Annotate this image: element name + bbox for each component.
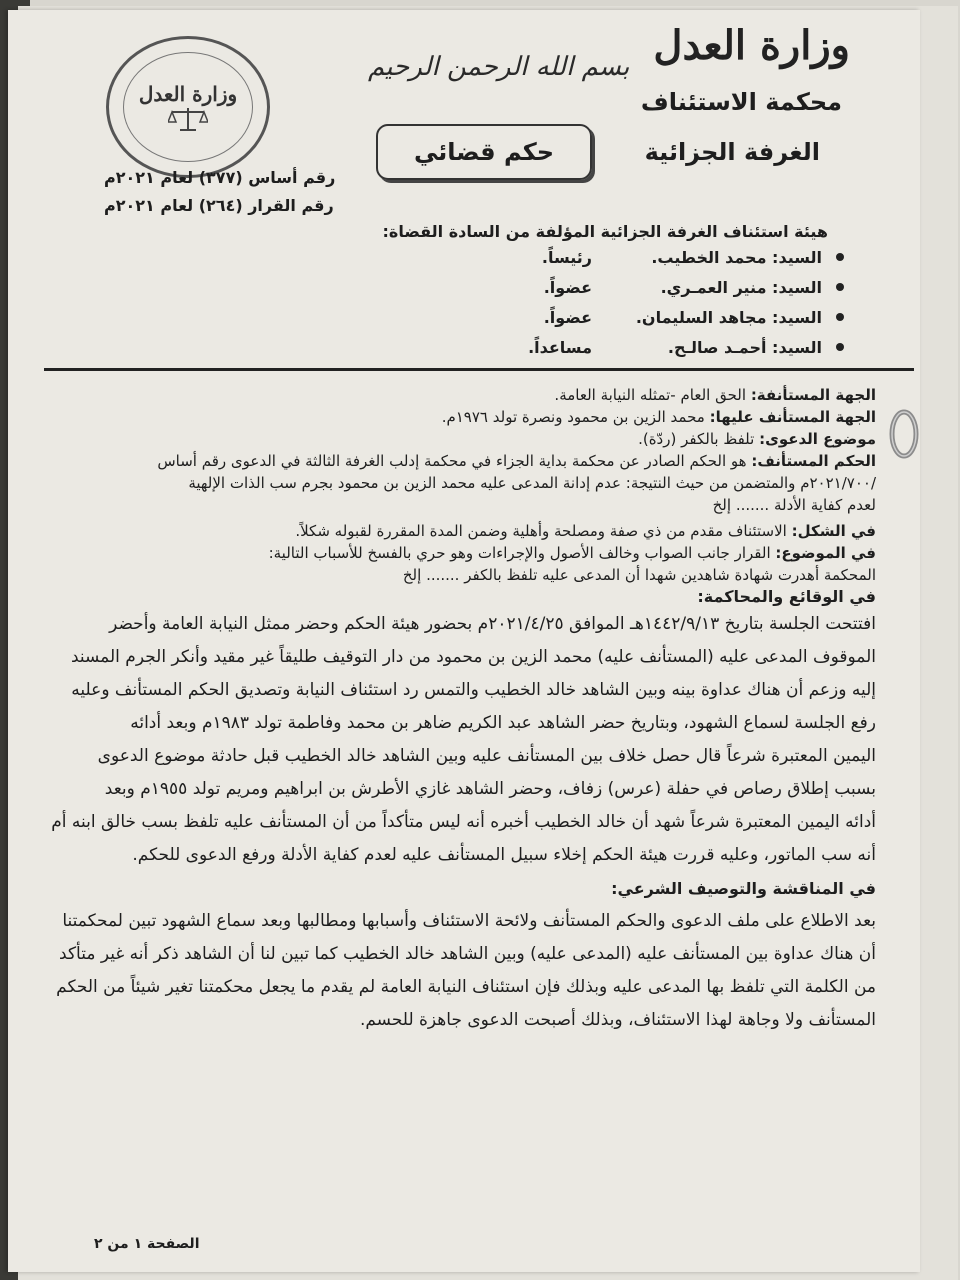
judgment-line: /٢٠٢١/٧٠٠م والمتضمن من حيث النتيجة: عدم إدانة المدعى عليه محمد الزين بن محمود بجرم سب الذات الإلهية <box>188 474 876 492</box>
merits-line <box>24 542 876 564</box>
chamber-name: الغرفة الجزائية <box>644 138 820 166</box>
decision-number: رقم القرار (٢٦٤) لعام ٢٠٢١م <box>104 196 334 215</box>
judges-list <box>204 242 844 362</box>
judge-row <box>204 242 844 272</box>
judge-name: السيد: أحمـد صالـح. <box>667 337 822 357</box>
facts-line: بسبب إطلاق رصاص في حفلة (عرس) زفاف، وحضر الشاهد غازي الأطرش بن ابراهيم ومريم تولد ١٩٥٥م وبعد <box>104 779 876 799</box>
discussion-line: بعد الاطلاع على ملف الدعوى والحكم المستأنف ولائحة الاستئناف وأسبابها ومطالبها وبعد سماع الشهود تبين لمحكمتنا <box>62 911 876 931</box>
discussion-line: أن هناك عداوة بين المستأنف عليه (المدعى عليه) وبين الشاهد خالد الخطيب كما تبين لنا أن الشاهد ذكر أنه غير متأكد <box>59 944 876 964</box>
panel-title: هيئة استئناف الغرفة الجزائية المؤلفة من السادة القضاة: <box>382 222 828 241</box>
judge-row <box>204 302 844 332</box>
appellee-value: محمد الزين بن محمود ونصرة تولد ١٩٧٦م. <box>441 408 705 426</box>
facts-paragraph <box>24 608 876 1037</box>
appellee-line <box>24 406 876 428</box>
facts-line: اليمين المعتبرة شرعاً قال حصل خلاف بين المستأنف عليه وبين الشاهد خالد الخطيب قبل حادثة موضوع الدعوى <box>97 746 876 766</box>
facts-line: أدائه اليمين المعتبرة شرعاً شهد أن خالد الخطيب أخبره أنه ليس متأكداً من أن المستأنف عليه تلفظ بسب خالق ابنه أم <box>51 812 876 832</box>
divider <box>44 368 914 371</box>
bullet-icon <box>836 343 844 351</box>
judgment-text: هو الحكم الصادر عن محكمة بداية الجزاء في محكمة إدلب الغرفة الثالثة في الدعوى رقم أساس <box>157 452 747 470</box>
facts-line: الموقوف المدعى عليه (المستأنف عليه) محمد الزين بن محمود من دار التوقيف طليقاً غير مقيد وأنكر الجرم المسند <box>70 647 876 667</box>
judge-row <box>204 332 844 362</box>
judgment-label: الحكم المستأنف: <box>751 452 876 470</box>
discussion-heading: في المناقشة والتوصيف الشرعي: <box>611 879 876 898</box>
subject-value: تلفظ بالكفر (ردّة). <box>638 430 755 448</box>
document-type-box <box>376 124 592 180</box>
judge-role: عضواً. <box>543 307 592 327</box>
discussion-line: المستأنف ولا وجاهة لهذا الاستئناف، وبذلك أصبحت الدعوى جاهزة للحسم. <box>359 1010 876 1030</box>
judge-name: السيد: محمد الخطيب. <box>651 247 822 267</box>
facts-line: أنه سب الماتور، وعليه قررت هيئة الحكم إخلاء سبيل المستأنف عليه لعدم كفاية الأدلة ورفع الدعوى للحكم. <box>132 845 876 865</box>
facts-heading: في الوقائع والمحاكمة: <box>697 587 876 606</box>
subject-label: موضوع الدعوى: <box>759 430 876 448</box>
judgment-line <box>24 450 876 472</box>
facts-line: إليه وزعم أن هناك عداوة بينه وبين الشاهد خالد الخطيب والتمس رد استئناف النيابة وتصديق الحكم المستأنف وعليه <box>71 680 876 700</box>
judge-name: السيد: منير العمـري. <box>660 277 822 297</box>
ministry-name: وزارة العدل <box>653 22 850 69</box>
form-text: الاستئناف مقدم من ذي صفة ومصلحة وأهلية وضمن المدة المقررة لقبوله شكلاً. <box>295 522 787 540</box>
ministry-seal <box>106 36 270 178</box>
bullet-icon <box>836 253 844 261</box>
discussion-line: من الكلمة التي تلفظ بها المدعى عليه وبذلك فإن استئناف النيابة العامة لم يقدم ما يجعل محكمتنا تغير شيئاً من الحكم <box>56 977 876 997</box>
judge-role: عضواً. <box>543 277 592 297</box>
base-number: رقم أساس (٣٧٧) لعام ٢٠٢١م <box>104 168 336 187</box>
merits-text: القرار جانب الصواب وخالف الأصول والإجراءات وهو حري بالفسخ للأسباب التالية: <box>268 544 771 562</box>
appellant-label: الجهة المستأنفة: <box>750 386 876 404</box>
merits-label: في الموضوع: <box>775 544 876 562</box>
judge-name: السيد: مجاهد السليمان. <box>635 307 822 327</box>
form-line <box>24 520 876 542</box>
seal-inner-ring <box>123 52 253 162</box>
binder-ring-icon <box>882 402 920 462</box>
bullet-icon <box>836 313 844 321</box>
seal-text: وزارة العدل <box>138 82 238 106</box>
facts-line: رفع الجلسة لسماع الشهود، وبتاريخ حضر الشاهد عبد الكريم ضاهر بن محمد وفاطمة تولد ١٩٨٣م وبعد أدائه <box>130 713 876 733</box>
appellee-label: الجهة المستأنف عليها: <box>709 408 876 426</box>
subject-line <box>24 428 876 450</box>
judge-role: مساعداً. <box>528 337 592 357</box>
document-page <box>8 10 920 1272</box>
judgment-line: لعدم كفاية الأدلة ....... إلخ <box>712 496 876 514</box>
facts-line: افتتحت الجلسة بتاريخ ١٤٤٢/٩/١٣هـ الموافق ٢٠٢١/٤/٢٥م بحضور هيئة الحكم وحضر ممثل النيابة العامة وأحضر <box>109 614 876 634</box>
court-name: محكمة الاستئناف <box>640 88 842 116</box>
appellant-line <box>24 384 876 406</box>
form-label: في الشكل: <box>791 522 876 540</box>
page-number: الصفحة ١ من ٢ <box>94 1236 200 1252</box>
judge-row <box>204 272 844 302</box>
scales-icon <box>168 106 208 132</box>
merits-line: المحكمة أهدرت شهادة شاهدين شهدا أن المدعى عليه تلفظ بالكفر ....... إلخ <box>402 566 876 584</box>
bullet-icon <box>836 283 844 291</box>
basmala: بسم الله الرحمن الرحيم <box>368 52 630 82</box>
document-type-label: حكم قضائي <box>413 138 555 166</box>
case-body <box>24 384 876 1037</box>
judge-role: رئيساً. <box>541 247 592 267</box>
appellant-value: الحق العام -تمثله النيابة العامة. <box>554 386 747 404</box>
